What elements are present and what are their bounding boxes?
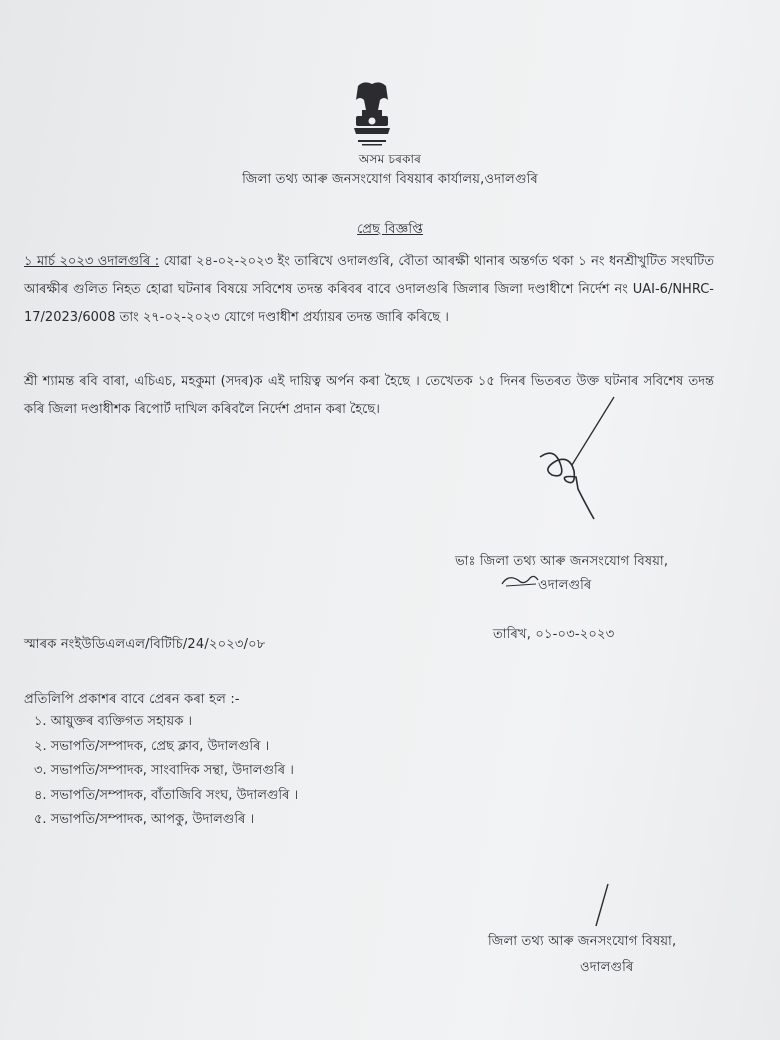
paragraph-1 <box>24 248 714 332</box>
press-release-heading: প্ৰেছ বিজ্ঞপ্তি <box>357 222 423 237</box>
office-name: জিলা তথ্য আৰু জনসংযোগ বিষয়াৰ কাৰ্যালয়,ওদালগুৰি <box>242 172 538 187</box>
list-item: ৪. সভাপতি/সম্পাদক, বাঁতাজিবি সংঘ, উদালগুৰি । <box>34 787 299 803</box>
signature-initial <box>500 572 540 590</box>
government-name: অসম চৰকাৰ <box>358 152 422 166</box>
copy-to-intro: প্ৰতিলিপি প্ৰকাশৰ বাবে প্ৰেৰন কৰা হল :- <box>24 692 240 707</box>
paragraph-1-text: যোৱা ২৪-০২-২০২৩ ইং তাৰিখে ওদালগুৰি, বৌতা আৰক্ষী থানাৰ অন্তৰ্গত থকা ১ নং ধনশ্ৰীখুটিত সংঘটিত আৰক্ষীৰ গুলিত নিহত হোৱা ঘটনাৰ বিষয়ে সবিশেষ তদন্ত কৰিবৰ বাবে ওদালগুৰি জিলাৰ জিলা দণ্ডাধীশে নিৰ্দেশ নং UAI-6/NHRC-17/2023/6008 তাং ২৭-০২-২০২৩ যোগে দণ্ডাধীশ প্ৰৰ্য্যায়ৰ তদন্ত জাৰি কৰিছে । <box>24 254 714 325</box>
footer-place: ওদালগুৰি <box>580 960 634 975</box>
signatory-place: ওদালগুৰি <box>538 578 592 593</box>
footer-designation: জিলা তথ্য আৰু জনসংযোগ বিষয়া, <box>488 934 677 949</box>
paragraph-2: শ্ৰী শ্যামন্ত ৰবি বাৰা, এচিএচ, মহকুমা (সদৰ)ক এই দায়িত্ব অৰ্পন কৰা হৈছে । তেখেতক ১৫ দিনৰ ভিতৰত উক্ত ঘটনাৰ সবিশেষ তদন্ত কৰি জিলা দণ্ডাধীশক ৰিপোৰ্ট দাখিল কৰিবলৈ নিৰ্দেশ প্ৰদান কৰা হৈছে। <box>24 374 714 417</box>
list-item: ৫. সভাপতি/সম্পাদক, আপকু, উদালগুৰি । <box>34 812 255 827</box>
copy-to-list <box>34 710 298 833</box>
memo-reference: স্মাৰক নংইউডিএলএল/বিটিচি/24/২০২৩/০৮ <box>24 637 266 652</box>
national-emblem-icon <box>344 80 400 150</box>
list-item: ১. আয়ুক্তৰ ব্যক্তিগত সহায়ক । <box>34 714 193 729</box>
memo-date: তাৰিখ, ০১-০৩-২০২৩ <box>493 627 615 642</box>
footer-signature-mark <box>592 880 612 930</box>
list-item: ২. সভাপতি/সম্পাদক, প্ৰেছ ক্লাব, উদালগুৰি । <box>34 738 270 754</box>
signature-mark <box>530 395 620 525</box>
list-item: ৩. সভাপতি/সম্পাদক, সাংবাদিক সন্থা, উদালগুৰি । <box>34 763 294 778</box>
dateline: ১ মাৰ্চ ২০২৩ ওদালগুৰি : <box>24 254 160 269</box>
signatory-designation: ভাঃ জিলা তথ্য আৰু জনসংযোগ বিষয়া, <box>455 554 669 569</box>
